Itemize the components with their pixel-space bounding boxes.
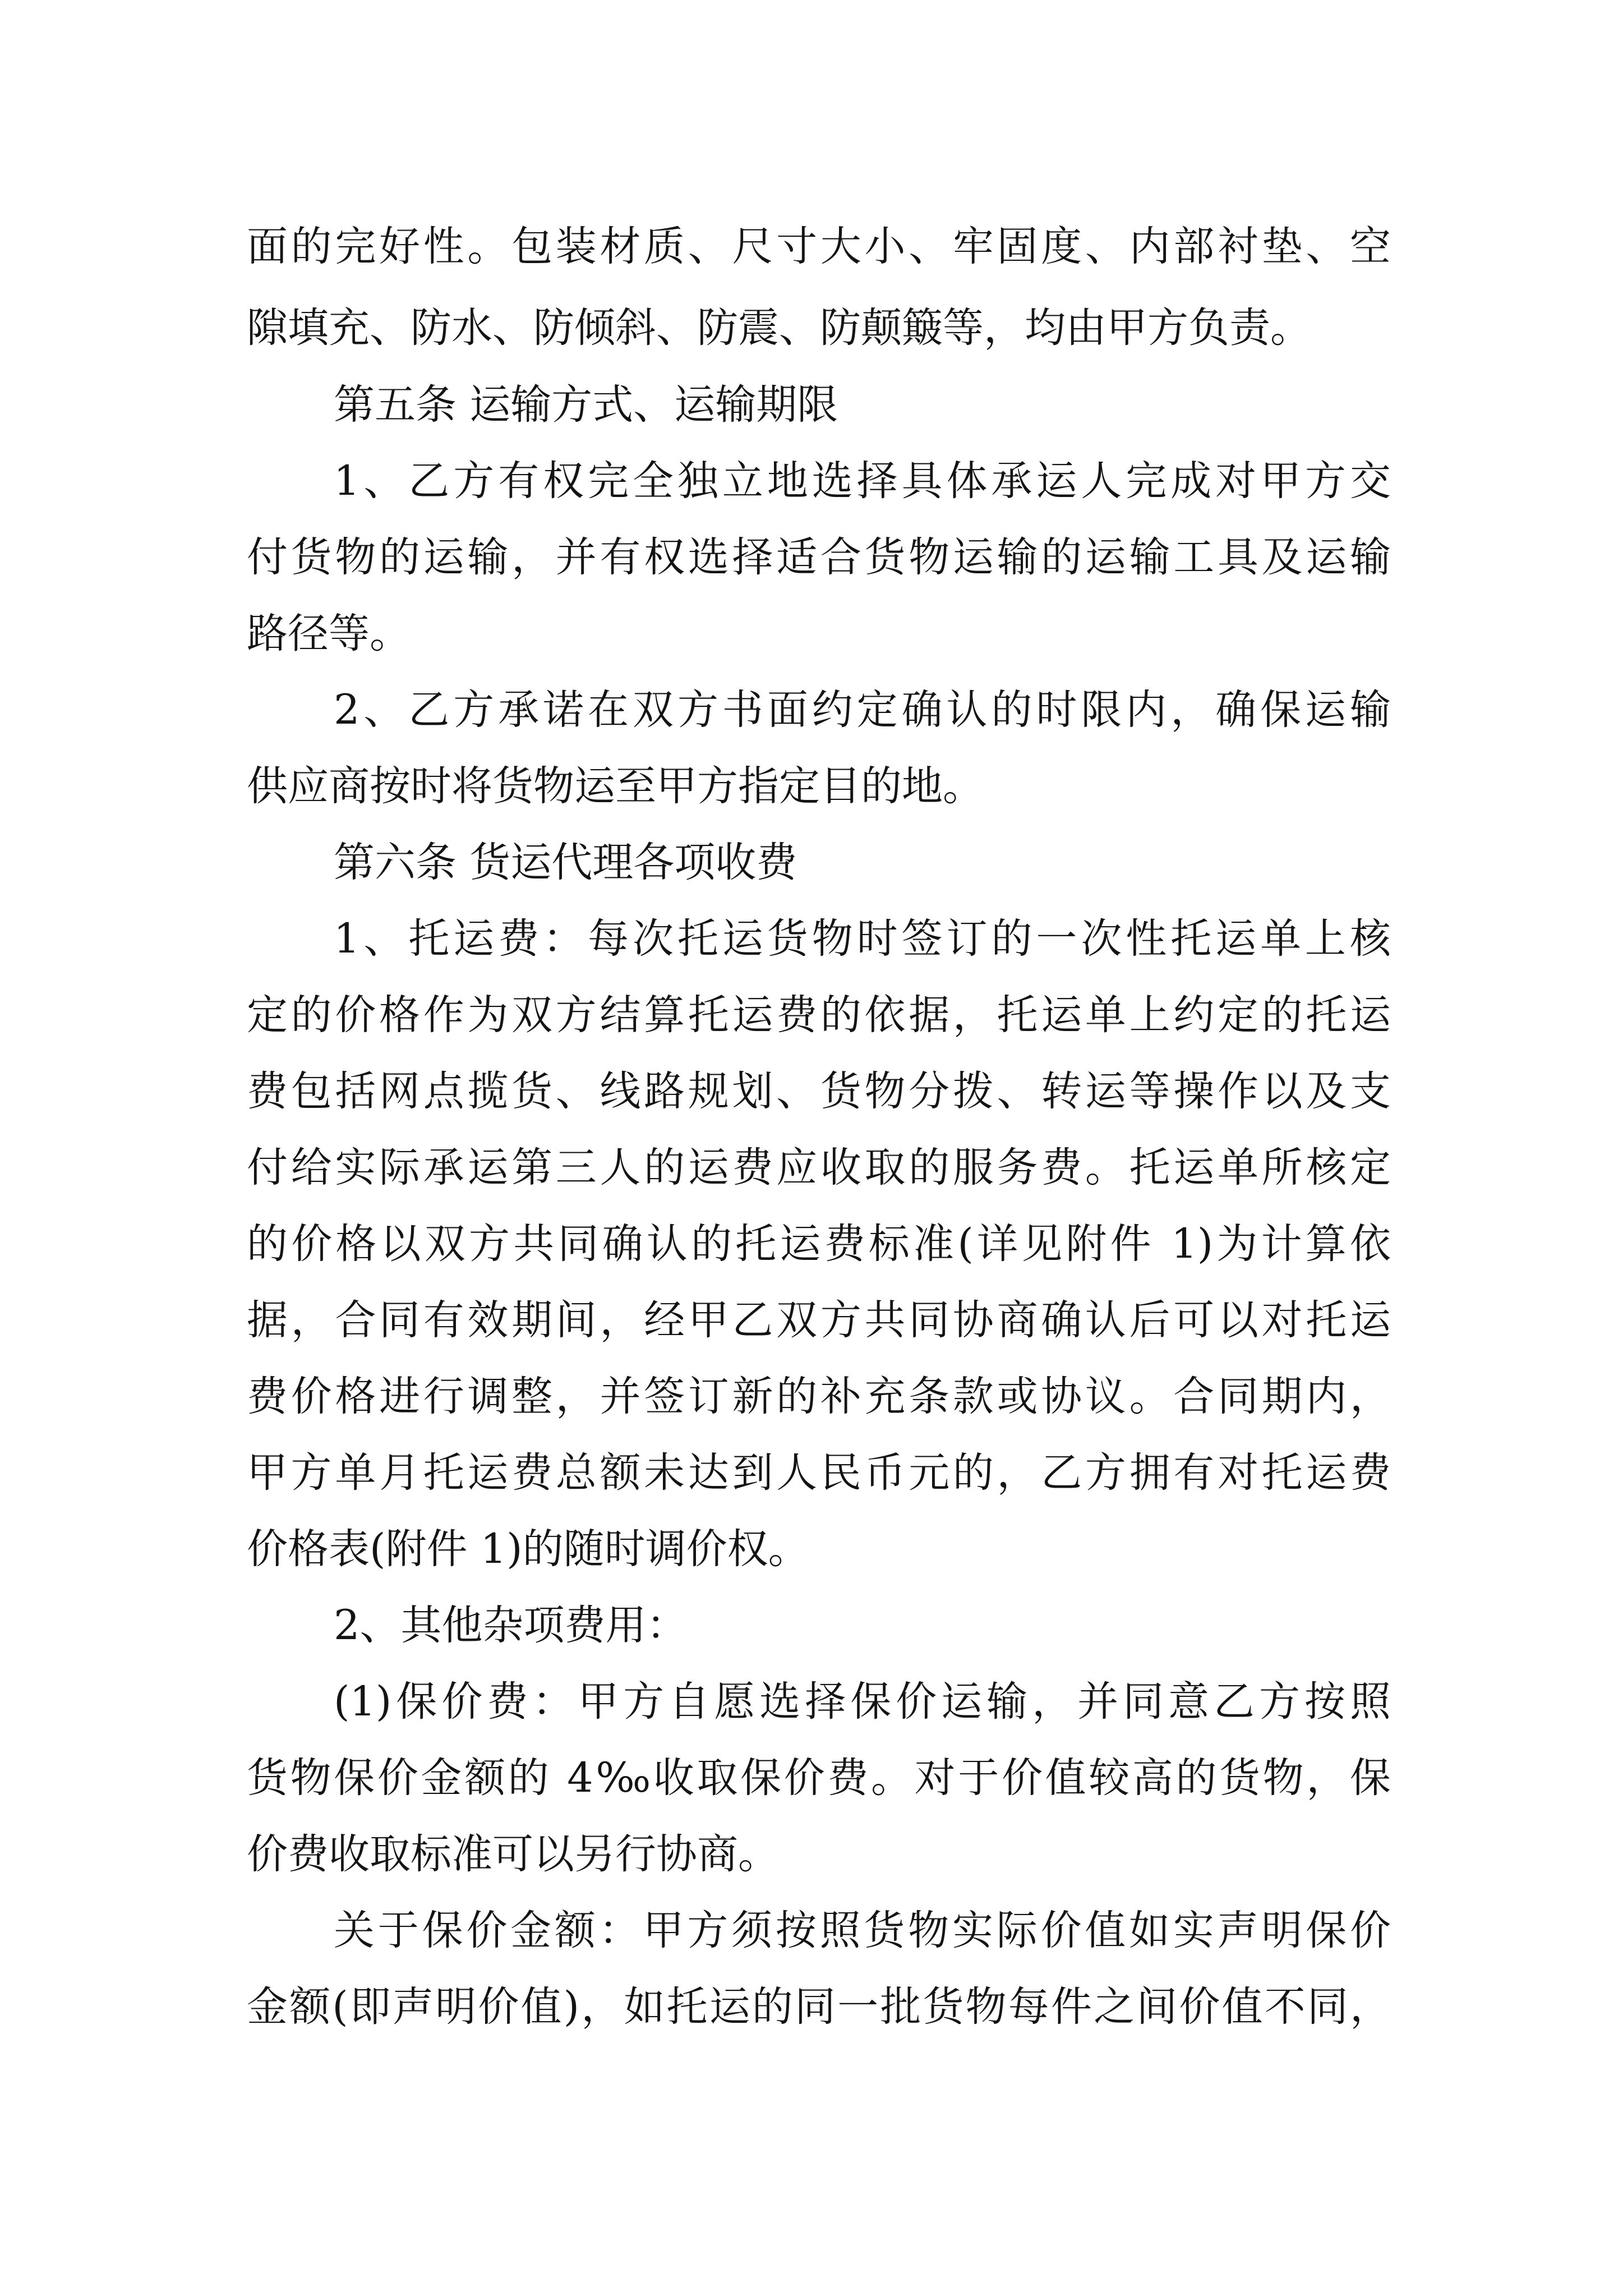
body-line: 甲方单月托运费总额未达到人民币元的，乙方拥有对托运费 <box>247 1449 1391 1497</box>
body-line: 价格表(附件 1)的随时调价权。 <box>247 1525 809 1573</box>
body-line: 面的完好性。包装材质、尺寸大小、牢固度、内部衬垫、空 <box>247 223 1391 270</box>
body-line: 费价格进行调整，并签订新的补充条款或协议。合同期内， <box>247 1373 1391 1420</box>
body-line: 2、其他杂项费用： <box>334 1602 688 1649</box>
body-line: 路径等。 <box>247 610 411 657</box>
body-line: 据，合同有效期间，经甲乙双方共同协商确认后可以对托运 <box>247 1296 1391 1344</box>
body-line: 付给实际承运第三人的运费应收取的服务费。托运单所核定 <box>247 1144 1391 1191</box>
body-line: 付货物的运输，并有权选择适合货物运输的运输工具及运输 <box>247 533 1391 581</box>
body-line: 1、托运费：每次托运货物时签订的一次性托运单上核 <box>334 915 1391 963</box>
section-heading: 第六条 货运代理各项收费 <box>334 839 797 886</box>
section-heading: 第五条 运输方式、运输期限 <box>334 381 838 429</box>
body-line: (1)保价费：甲方自愿选择保价运输，并同意乙方按照 <box>334 1678 1391 1726</box>
body-line: 价费收取标准可以另行协商。 <box>247 1830 779 1878</box>
body-line: 供应商按时将货物运至甲方指定目的地。 <box>247 762 984 810</box>
body-line: 金额(即声明价值)，如托运的同一批货物每件之间价值不同， <box>247 1983 1391 2031</box>
body-line: 关于保价金额：甲方须按照货物实际价值如实声明保价 <box>334 1907 1391 1954</box>
body-line: 的价格以双方共同确认的托运费标准(详见附件 1)为计算依 <box>247 1220 1391 1268</box>
body-line: 隙填充、防水、防倾斜、防震、防颠簸等，均由甲方负责。 <box>247 304 1311 352</box>
body-line: 定的价格作为双方结算托运费的依据，托运单上约定的托运 <box>247 991 1391 1039</box>
body-line: 2、乙方承诺在双方书面约定确认的时限内，确保运输 <box>334 686 1391 734</box>
body-line: 1、乙方有权完全独立地选择具体承运人完成对甲方交 <box>334 457 1391 505</box>
body-line: 费包括网点揽货、线路规划、货物分拨、转运等操作以及支 <box>247 1068 1391 1115</box>
body-line: 货物保价金额的 4‰收取保价费。对于价值较高的货物，保 <box>247 1754 1391 1802</box>
